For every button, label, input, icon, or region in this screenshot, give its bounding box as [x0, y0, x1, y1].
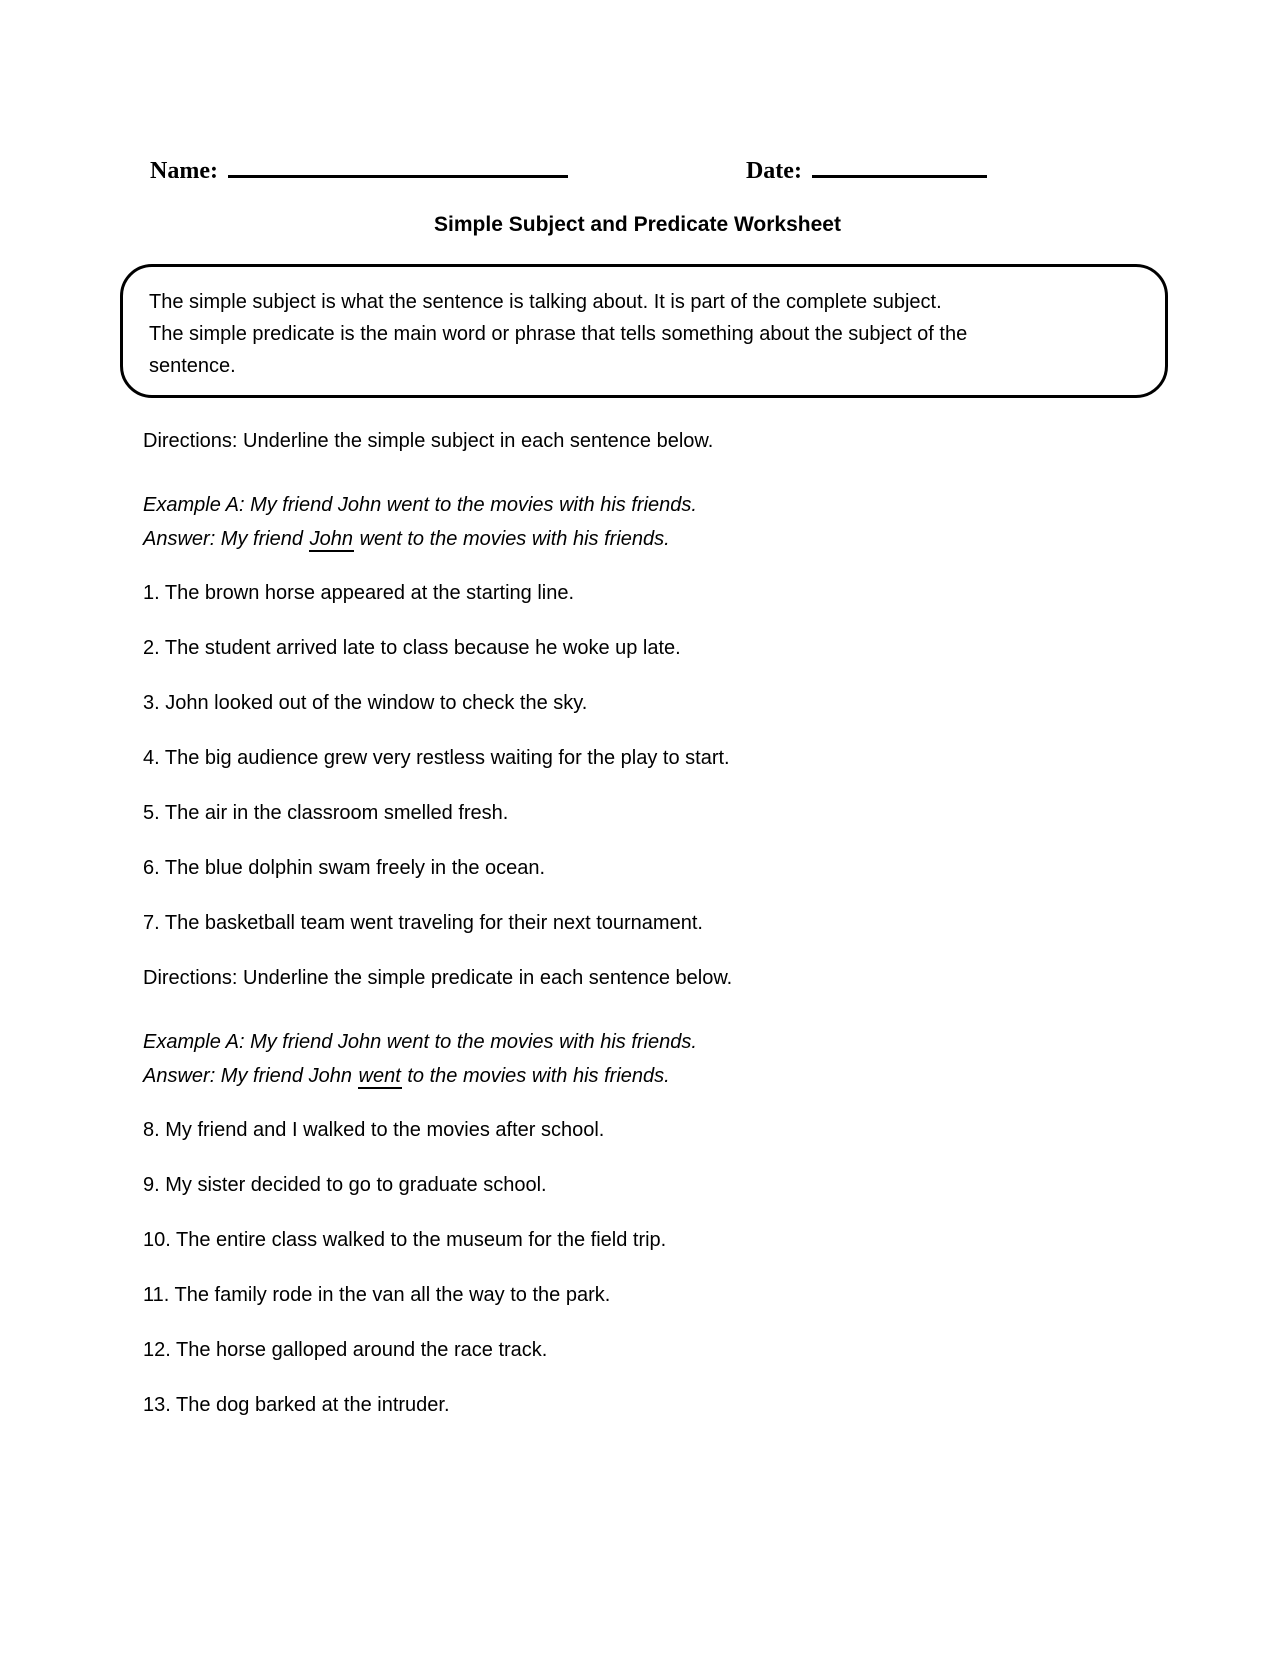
sentence-item: 4. The big audience grew very restless waiting for the play to start.: [143, 747, 730, 769]
sentence-item: 10. The entire class walked to the museum for the field trip.: [143, 1229, 667, 1251]
sentence-item: 2. The student arrived late to class because he woke up late.: [143, 637, 681, 659]
header: [0, 0, 1275, 185]
definition-line-3: sentence.: [149, 355, 236, 377]
name-field: [150, 157, 568, 185]
example-predicate-answer: [143, 1059, 1175, 1093]
answer-suffix: to the movies with his friends.: [407, 1065, 670, 1087]
answer-suffix: went to the movies with his friends.: [359, 528, 670, 550]
definition-line-1: The simple subject is what the sentence is talking about. It is part of the complete subject.: [149, 291, 942, 313]
page-title: Simple Subject and Predicate Worksheet: [434, 213, 841, 236]
sentence-item: 8. My friend and I walked to the movies after school.: [143, 1119, 605, 1141]
example-predicate-sentence: Example A: My friend John went to the movies with his friends.: [143, 1031, 697, 1053]
answer-prefix: Answer: My friend: [143, 528, 304, 550]
subject-sentence-list: [143, 583, 1175, 934]
answer-underlined-word: John: [309, 528, 353, 550]
answer-prefix: Answer: My friend John: [143, 1065, 352, 1087]
definition-box: [120, 264, 1168, 398]
sentence-item: 7. The basketball team went traveling for their next tournament.: [143, 912, 703, 934]
answer-underlined-word: went: [358, 1065, 401, 1087]
predicate-sentence-list: [143, 1120, 1175, 1416]
directions-predicate: Directions: Underline the simple predicate in each sentence below.: [143, 967, 733, 989]
example-subject: [143, 488, 1175, 556]
worksheet-body: [143, 431, 1175, 1416]
date-blank-line: [812, 157, 987, 178]
sentence-item: 1. The brown horse appeared at the starting line.: [143, 582, 575, 604]
name-label: Name:: [150, 158, 218, 184]
sentence-item: 9. My sister decided to go to graduate school.: [143, 1174, 547, 1196]
date-field: [746, 157, 987, 185]
definition-line-2: The simple predicate is the main word or phrase that tells something about the subject of the: [149, 323, 968, 345]
sentence-item: 12. The horse galloped around the race track.: [143, 1339, 548, 1361]
sentence-item: 6. The blue dolphin swam freely in the ocean.: [143, 857, 546, 879]
sentence-item: 11. The family rode in the van all the way to the park.: [143, 1284, 611, 1306]
example-predicate: [143, 1025, 1175, 1093]
name-blank-line: [228, 157, 568, 178]
sentence-item: 5. The air in the classroom smelled fresh.: [143, 802, 509, 824]
sentence-item: 13. The dog barked at the intruder.: [143, 1394, 450, 1416]
sentence-item: 3. John looked out of the window to check the sky.: [143, 692, 588, 714]
example-subject-sentence: Example A: My friend John went to the movies with his friends.: [143, 494, 697, 516]
example-subject-answer: [143, 522, 1175, 556]
date-label: Date:: [745, 158, 802, 184]
directions-subject: Directions: Underline the simple subject in each sentence below.: [143, 430, 714, 452]
